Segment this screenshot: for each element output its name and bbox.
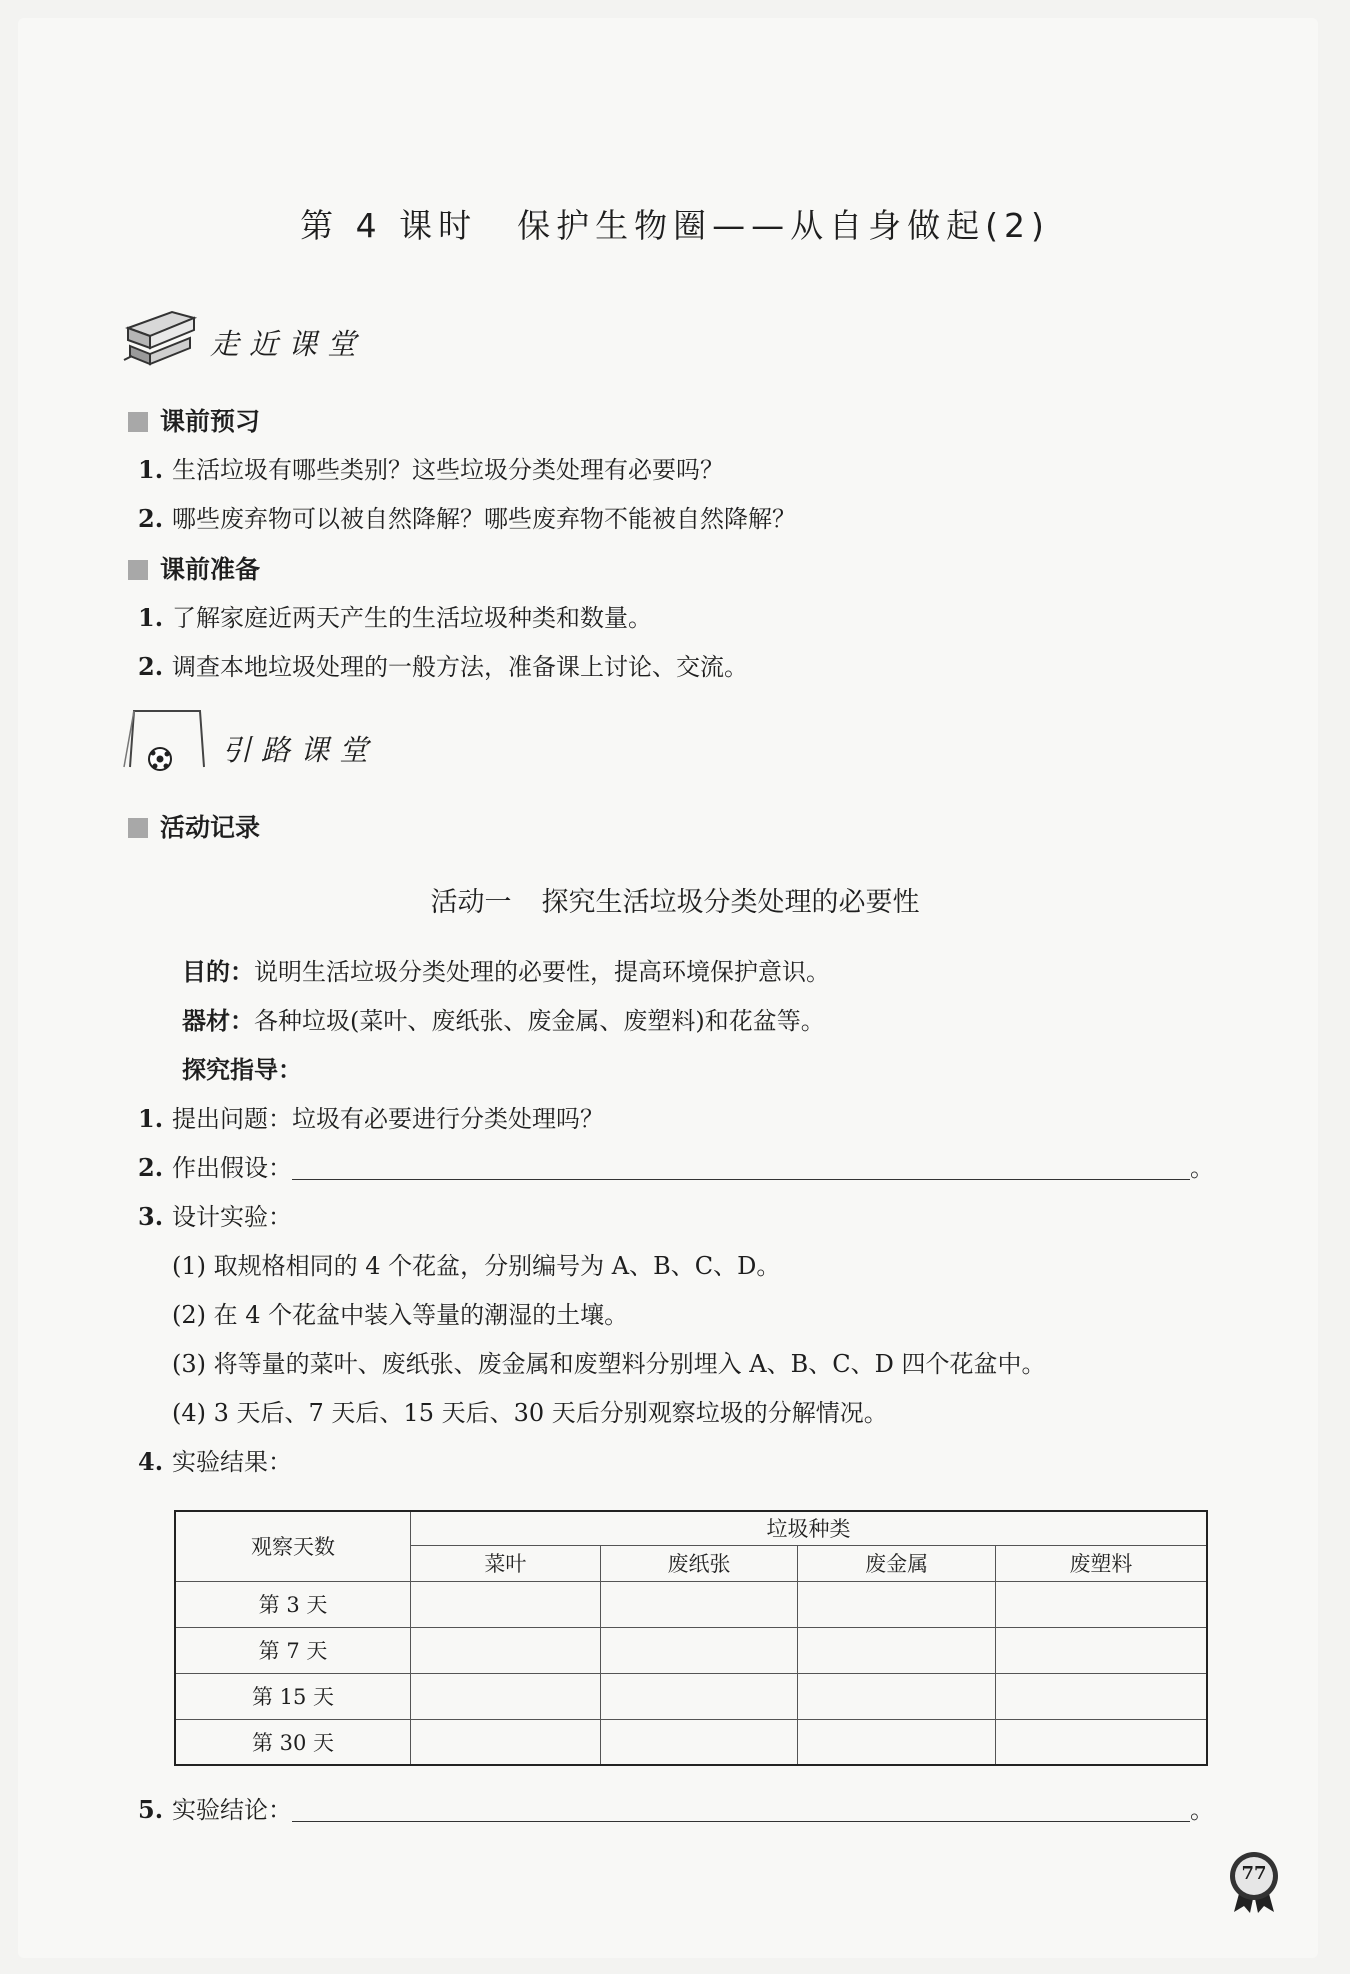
row-label: 第 3 天: [175, 1581, 411, 1627]
table-cell[interactable]: [995, 1627, 1207, 1673]
section-heading-preview: 课前预习: [128, 402, 260, 438]
hypothesis-blank[interactable]: [292, 1157, 1190, 1180]
sub-step: (1) 取规格相同的 4 个花盆，分别编号为 A、B、C、D。: [172, 1252, 781, 1280]
table-cell[interactable]: [600, 1627, 798, 1673]
lesson-title: [0, 200, 1350, 247]
list-item: 2. 调查本地垃圾处理的一般方法，准备课上讨论、交流。: [138, 652, 748, 681]
table-row-header: 观察天数: [175, 1511, 411, 1581]
section-heading-record: 活动记录: [128, 808, 260, 844]
table-cell[interactable]: [798, 1673, 996, 1719]
banner-title-2: 引路课堂: [222, 733, 379, 767]
list-item: 1. 生活垃圾有哪些类别？这些垃圾分类处理有必要吗？: [138, 455, 724, 484]
list-item: 2. 哪些废弃物可以被自然降解？哪些废弃物不能被自然降解？: [138, 504, 796, 533]
row-label: 第 15 天: [175, 1673, 411, 1719]
table-cell[interactable]: [411, 1581, 601, 1627]
row-label: 第 7 天: [175, 1627, 411, 1673]
step-1: 1. 提出问题：垃圾有必要进行分类处理吗？: [138, 1104, 604, 1133]
sub-step: (2) 在 4 个花盆中装入等量的潮湿的土壤。: [172, 1301, 629, 1329]
table-cell[interactable]: [411, 1627, 601, 1673]
purpose-line: 目的：说明生活垃圾分类处理的必要性，提高环境保护意识。: [182, 958, 830, 986]
column-header: 废纸张: [600, 1545, 798, 1581]
list-item: 1. 了解家庭近两天产生的生活垃圾种类和数量。: [138, 603, 652, 632]
banner-title-1: 走近课堂: [210, 327, 367, 361]
step-4: 4. 实验结果：: [138, 1447, 292, 1476]
table-cell[interactable]: [798, 1627, 996, 1673]
table-row: [175, 1719, 1207, 1765]
table-row: [175, 1673, 1207, 1719]
table-cell[interactable]: [995, 1673, 1207, 1719]
material-line: 器材：各种垃圾(菜叶、废纸张、废金属、废塑料)和花盆等。: [182, 1007, 825, 1035]
conclusion-blank[interactable]: [292, 1799, 1190, 1822]
soccer-goal-icon: [120, 705, 210, 775]
sub-step: (3) 将等量的菜叶、废纸张、废金属和废塑料分别埋入 A、B、C、D 四个花盆中。: [172, 1350, 1046, 1378]
page-number-badge: [1226, 1850, 1282, 1906]
books-icon: [120, 300, 200, 370]
table-cell[interactable]: [411, 1719, 601, 1765]
sub-step: (4) 3 天后、7 天后、15 天后、30 天后分别观察垃圾的分解情况。: [172, 1399, 888, 1427]
table-row: [175, 1627, 1207, 1673]
table-cell[interactable]: [600, 1581, 798, 1627]
row-label: 第 30 天: [175, 1719, 411, 1765]
table-cell[interactable]: [995, 1719, 1207, 1765]
table-row: [175, 1581, 1207, 1627]
column-header: 菜叶: [411, 1545, 601, 1581]
lesson-name: 保护生物圈——从自身做起(2): [517, 206, 1050, 245]
table-cell[interactable]: [600, 1673, 798, 1719]
section-heading-prepare: 课前准备: [128, 550, 260, 586]
step-5: 5. 实验结论： 。: [138, 1795, 1214, 1824]
step-2: 2. 作出假设： 。: [138, 1153, 1214, 1182]
table-cell[interactable]: [995, 1581, 1207, 1627]
activity-title: 活动一 探究生活垃圾分类处理的必要性: [430, 887, 920, 918]
column-header: 废塑料: [995, 1545, 1207, 1581]
guide-label: 探究指导：: [182, 1056, 302, 1084]
table-cell[interactable]: [600, 1719, 798, 1765]
page-number: 77: [1241, 1863, 1267, 1884]
table-cell[interactable]: [798, 1581, 996, 1627]
table-cell[interactable]: [798, 1719, 996, 1765]
column-header: 废金属: [798, 1545, 996, 1581]
results-table: [174, 1510, 1208, 1766]
step-3: 3. 设计实验：: [138, 1202, 292, 1231]
table-group-header: 垃圾种类: [411, 1511, 1207, 1545]
table-cell[interactable]: [411, 1673, 601, 1719]
lesson-number: 第 4 课时: [300, 206, 478, 245]
